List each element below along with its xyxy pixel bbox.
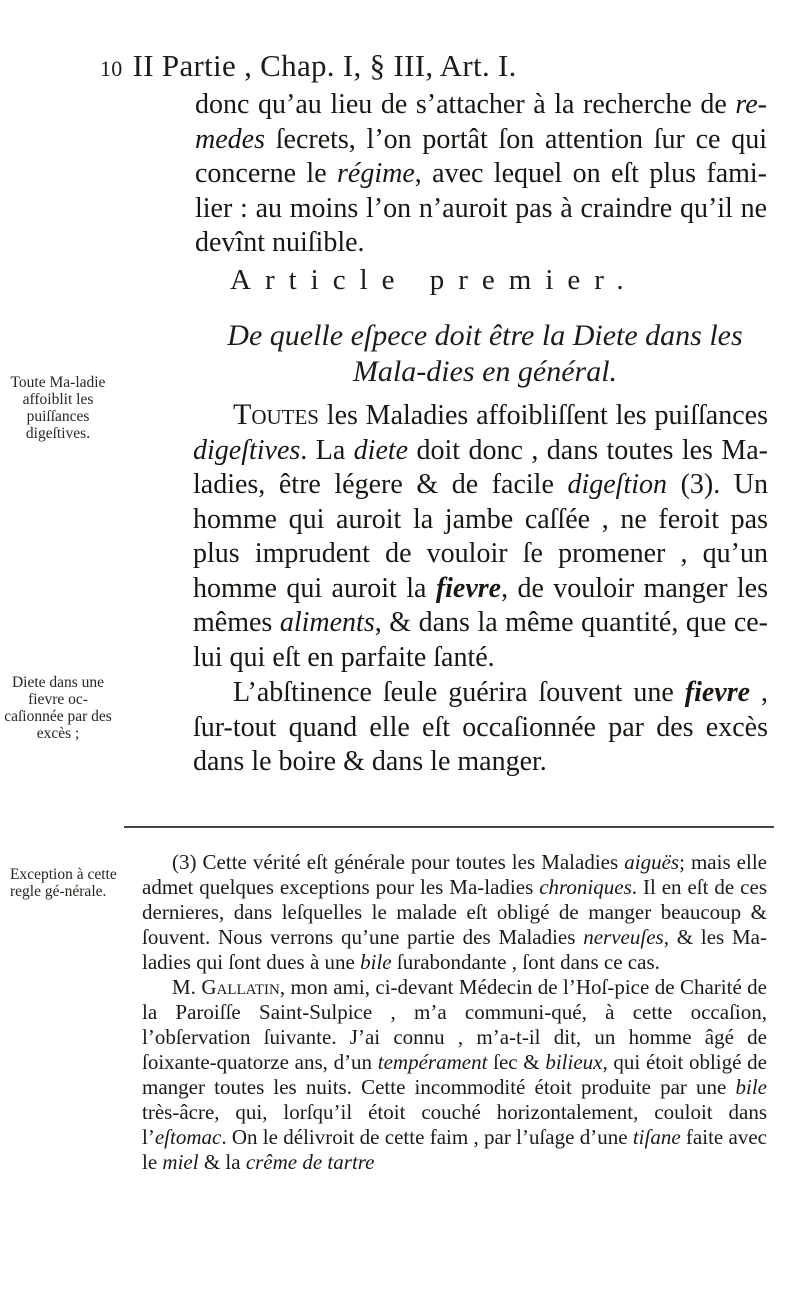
- footnote-italic: aiguës: [624, 850, 680, 874]
- footnote-divider: [124, 826, 774, 828]
- margin-note-3: Exception à cette regle gé-nérale.: [10, 866, 117, 900]
- footnote-text: ſurabondante , ſont dans ce cas.: [391, 950, 660, 974]
- page-number: 10: [100, 56, 123, 81]
- footnote-text: ; mais elle admet quelques exceptions pour les Ma-ladies: [142, 850, 767, 899]
- footnote-text: ſec &: [487, 1050, 546, 1074]
- footnote-text: & la: [198, 1150, 246, 1174]
- intro-paragraph: [195, 88, 767, 261]
- footnote-smallcaps: M. Gallatin: [172, 975, 280, 999]
- footnote-italic: nerveuſes: [583, 925, 664, 949]
- footnote-italic: tiſane: [632, 1125, 681, 1149]
- intro-text: , avec lequel on eſt plus fami-lier : au moins l’on n’auroit pas à craindre qu’il ne devînt nuiſible.: [195, 158, 767, 258]
- para1-text: (3). Un homme qui auroit la jambe caſſée , ne feroit pas plus imprudent de vouloir ſe promener , qu’un homme qui auroit la: [193, 469, 769, 604]
- para2-bold-italic: fievre: [684, 677, 751, 708]
- footnote-italic: bile: [360, 950, 392, 974]
- footnote-italic: eſtomac: [154, 1125, 222, 1149]
- article-subtitle: De quelle eſpece doit être la Diete dans les Mala-dies en général.: [227, 319, 743, 388]
- para1-text: , de vouloir manger les mêmes: [193, 572, 768, 638]
- article-heading: Article premier.: [230, 264, 638, 296]
- para1-smallcaps: Toutes: [233, 398, 319, 431]
- footnote-italic: bilieux: [545, 1050, 603, 1074]
- para1-text: les Maladies affoibliſſent les puiſſances: [319, 400, 768, 431]
- footnote-paragraph-2: [142, 975, 767, 1175]
- footnote-text: très-âcre, qui, lorſqu’il étoit couché horizontalement, couloit dans l’: [142, 1100, 767, 1149]
- footnote-text: faite avec le: [142, 1125, 767, 1174]
- running-head: [100, 48, 700, 84]
- intro-text: ſecrets, l’on portât ſon attention ſur ce qui concerne le: [195, 123, 767, 189]
- intro-italic: régime: [337, 158, 415, 189]
- para1-text: . La: [300, 434, 354, 466]
- footnote-italic: tempérament: [377, 1050, 488, 1074]
- footnote-text: . Il en eſt de ces dernieres, dans leſquelles le malade eſt obligé de manger beaucoup & ſouvent. Nous verrons qu’une partie des Maladies: [142, 875, 767, 949]
- para1-bold-italic: fievre: [435, 572, 502, 604]
- intro-italic: re-medes: [195, 89, 767, 155]
- para1-italic: digeſtives: [193, 434, 301, 466]
- para1-italic: aliments: [279, 607, 375, 638]
- footnote: [142, 850, 767, 1175]
- footnote-text: , & les Ma-ladies qui ſont dues à une: [142, 925, 767, 974]
- para1-italic: digeſtion: [567, 469, 667, 500]
- para1-italic: diete: [353, 434, 409, 466]
- paragraph-1: [193, 398, 768, 675]
- para2-text: , ſur-tout quand elle eſt occaſionnée par des excès dans le boire & dans le manger.: [193, 677, 768, 777]
- footnote-text: . On le délivroit de cette faim , par l’uſage d’une: [221, 1125, 633, 1149]
- intro-text: donc qu’au lieu de s’attacher à la recherche de: [195, 89, 736, 120]
- footnote-italic: crême de tartre: [245, 1150, 375, 1174]
- footnote-paragraph-1: [142, 850, 767, 975]
- para1-text: doit donc , dans toutes les Ma-ladies, être légere & de facile: [193, 434, 768, 500]
- footnote-italic: miel: [162, 1150, 199, 1174]
- footnote-text: , mon ami, ci-devant Médecin de l’Hoſ-pice de Charité de la Paroiſſe Saint-Sulpice , m’a communi-qué, à cette occaſion, l’obſervation ſuivante. J’ai connu , m’a-t-il dit, un homme âgé de ſoixante-quatorze ans, d’un: [142, 975, 768, 1074]
- footnote-italic: bile: [735, 1075, 767, 1099]
- footnote-italic: chroniques: [539, 875, 632, 899]
- para2-text: L’abſtinence ſeule guérira ſouvent une: [233, 677, 685, 708]
- margin-note-1: Toute Ma-ladie affoiblit les puiſſances digeſtives.: [10, 374, 106, 442]
- margin-note-2: Diete dans une fievre oc-caſionnée par des excès ;: [4, 674, 112, 742]
- para1-text: , & dans la même quantité, que ce-lui qui eſt en parfaite ſanté.: [193, 607, 768, 673]
- paragraph-2: [193, 676, 768, 780]
- footnote-text: , qui étoit obligé de manger toutes les nuits. Cette incommodité étoit produite par une: [142, 1050, 767, 1099]
- footnote-text: (3) Cette vérité eſt générale pour toutes les Maladies: [172, 850, 625, 874]
- running-head-title: II Partie , Chap. I, § III, Art. I.: [132, 48, 517, 83]
